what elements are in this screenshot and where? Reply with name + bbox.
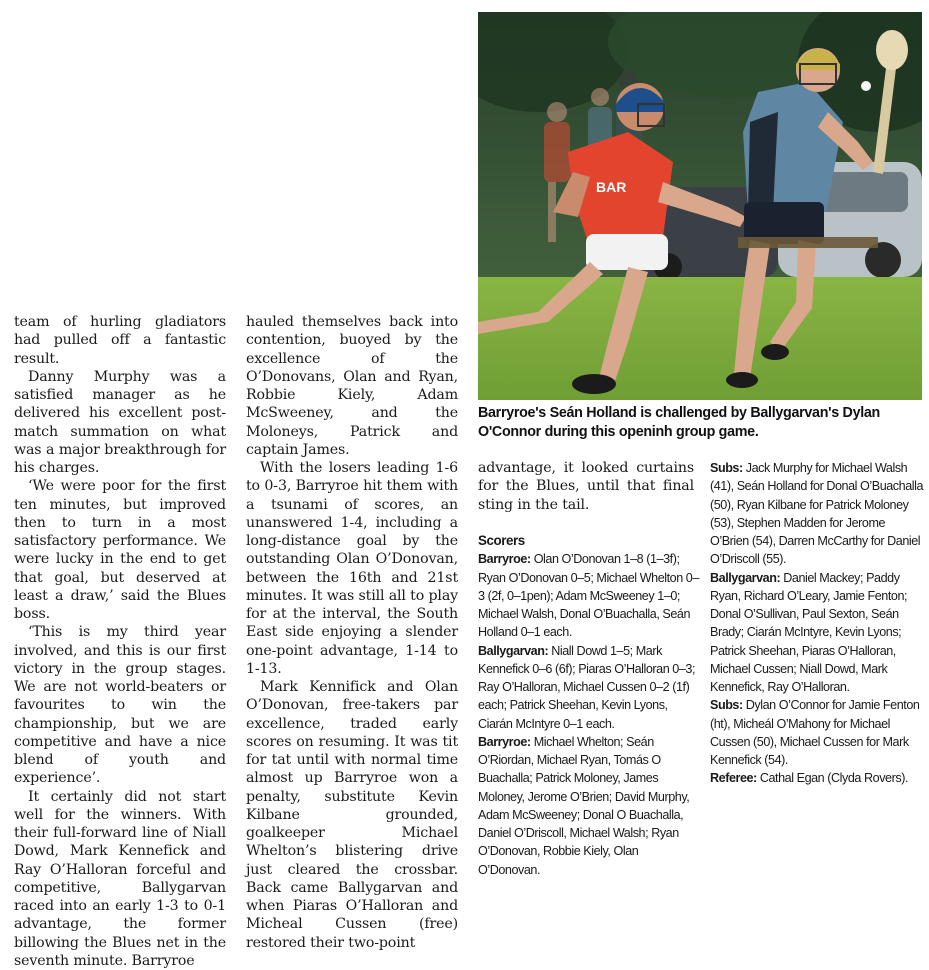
hurling-action-illustration xyxy=(478,12,922,400)
article-column-3 xyxy=(478,459,694,514)
subs-label: Subs: xyxy=(710,461,743,475)
scorers-barryroe xyxy=(478,550,702,641)
team-label: Ballygarvan: xyxy=(478,644,548,658)
paragraph: ‘This is my third year involved, and this is our first victory in the group stages. We are not world-beaters or favourites to win the championship, but we are competitive and have a nice blend of youth and experience’. xyxy=(14,623,226,787)
scorer-list: Niall Dowd 1–5; Mark Kennefick 0–6 (6f); Piaras O’Halloran 0–3; Ray O’Halloran, Michael Cussen 0–2 (1f) each; Patrick Sheehan, Kevin Lyons, Ciarán McIntyre 0–1 each. xyxy=(478,644,695,731)
barryroe-subs xyxy=(710,459,924,569)
lineup-list: Michael Whelton; Seán O’Riordan, Michael Ryan, Tomás O Buachalla; Patrick Moloney, James Moloney, Jerome O’Brien; David Murphy, Adam McSweeney; Donal O Buachalla, Daniel O’Driscoll, Michael Walsh; Ryan O’Donovan, Robbie Kiely, Olan O’Donovan. xyxy=(478,735,689,877)
team-barryroe xyxy=(478,733,702,879)
scorer-list: Olan O’Donovan 1–8 (1–3f); Ryan O’Donovan 0–5; Michael Whelton 0–3 (2f, 0–1pen); Adam McSweeney 1–0; Michael Walsh, Donal O’Buachalla, Seán Holland 0–1 each. xyxy=(478,552,699,639)
paragraph: hauled themselves back into contention, buoyed by the excellence of the O’Donovans, Olan and Ryan, Robbie Kiely, Adam McSweeney, and the Moloneys, Patrick and captain James. xyxy=(246,313,458,459)
lineup-list: Daniel Mackey; Paddy Ryan, Richard O’Leary, Jamie Fenton; Donal O’Sullivan, Paul Sexton, Seán Brady; Ciarán McIntyre, Kevin Lyons; Patrick Sheehan, Piaras O’Halloran, Michael Cussen; Niall Dowd, Mark Kennefick, Ray O’Halloran. xyxy=(710,571,907,695)
referee-label: Referee: xyxy=(710,771,757,785)
team-ballygarvan xyxy=(710,569,924,697)
photo-caption: Barryroe's Seán Holland is challenged by Ballygarvan's Dylan O'Connor during this openinh group game. xyxy=(478,404,924,441)
article-column-1 xyxy=(14,313,226,970)
paragraph: It certainly did not start well for the winners. With their full-forward line of Niall Dowd, Mark Kennefick and Ray O’Halloran forceful and competitive, Ballygarvan raced into an early 1-3 to 0-1 advantage, the former billowing the Blues net in the seventh minute. Barryroe xyxy=(14,788,226,970)
jersey-text: BAR xyxy=(596,179,626,195)
paragraph: Mark Kennifick and Olan O’Donovan, free-takers par excellence, traded early scores on resuming. It was tit for tat until with normal time almost up Barryroe won a penalty, substitute Kevin Kilbane grounded, goalkeeper Michael Whelton’s blistering drive just cleared the crossbar. Back came Ballygarvan and when Piaras O’Halloran and Micheal Cussen (free) restored their two-point xyxy=(246,678,458,952)
match-photo xyxy=(478,12,922,400)
paragraph: With the losers leading 1-6 to 0-3, Barryroe hit them with a tsunami of scores, an unanswered 1-4, including a long-distance goal by the outstanding Olan O’Donovan, between the 16th and 21st minutes. It was still all to play for at the interval, the South East side enjoying a slender one-point advantage, 1-14 to 1-13. xyxy=(246,459,458,678)
referee xyxy=(710,769,924,787)
team-label: Barryroe: xyxy=(478,552,531,566)
team-label: Ballygarvan: xyxy=(710,571,780,585)
subs-list: Jack Murphy for Michael Walsh (41), Seán Holland for Donal O’Buachalla (50), Ryan Kilbane for Patrick Moloney (53), Stephen Madden for Jerome O’Brien (54), Darren McCarthy for Daniel O’Driscoll (55). xyxy=(710,461,923,566)
subs-list: Dylan O’Connor for Jamie Fenton (ht), Micheál O’Mahony for Michael Cussen (50), Michael Cussen for Mark Kennefick (54). xyxy=(710,698,919,767)
scorers-ballygarvan xyxy=(478,642,702,733)
ballygarvan-subs xyxy=(710,696,924,769)
scorers-column xyxy=(478,532,702,879)
team-label: Barryroe: xyxy=(478,735,531,749)
article-column-2 xyxy=(246,313,458,952)
paragraph: team of hurling gladiators had pulled off a fantastic result. xyxy=(14,313,226,368)
teams-column xyxy=(710,459,924,788)
paragraph: Danny Murphy was a satisfied manager as he delivered his excellent post-match summation on what was a major breakthrough for his charges. xyxy=(14,368,226,478)
paragraph: advantage, it looked curtains for the Blues, until that final sting in the tail. xyxy=(478,459,694,514)
subs-label: Subs: xyxy=(710,698,743,712)
paragraph: ‘We were poor for the first ten minutes, but improved then to turn in a most satisfactory performance. We were lucky in the end to get that goal, but deserved at least a draw,’ said the Blues boss. xyxy=(14,477,226,623)
scorers-heading: Scorers xyxy=(478,532,702,550)
referee-name: Cathal Egan (Clyda Rovers). xyxy=(757,771,908,785)
